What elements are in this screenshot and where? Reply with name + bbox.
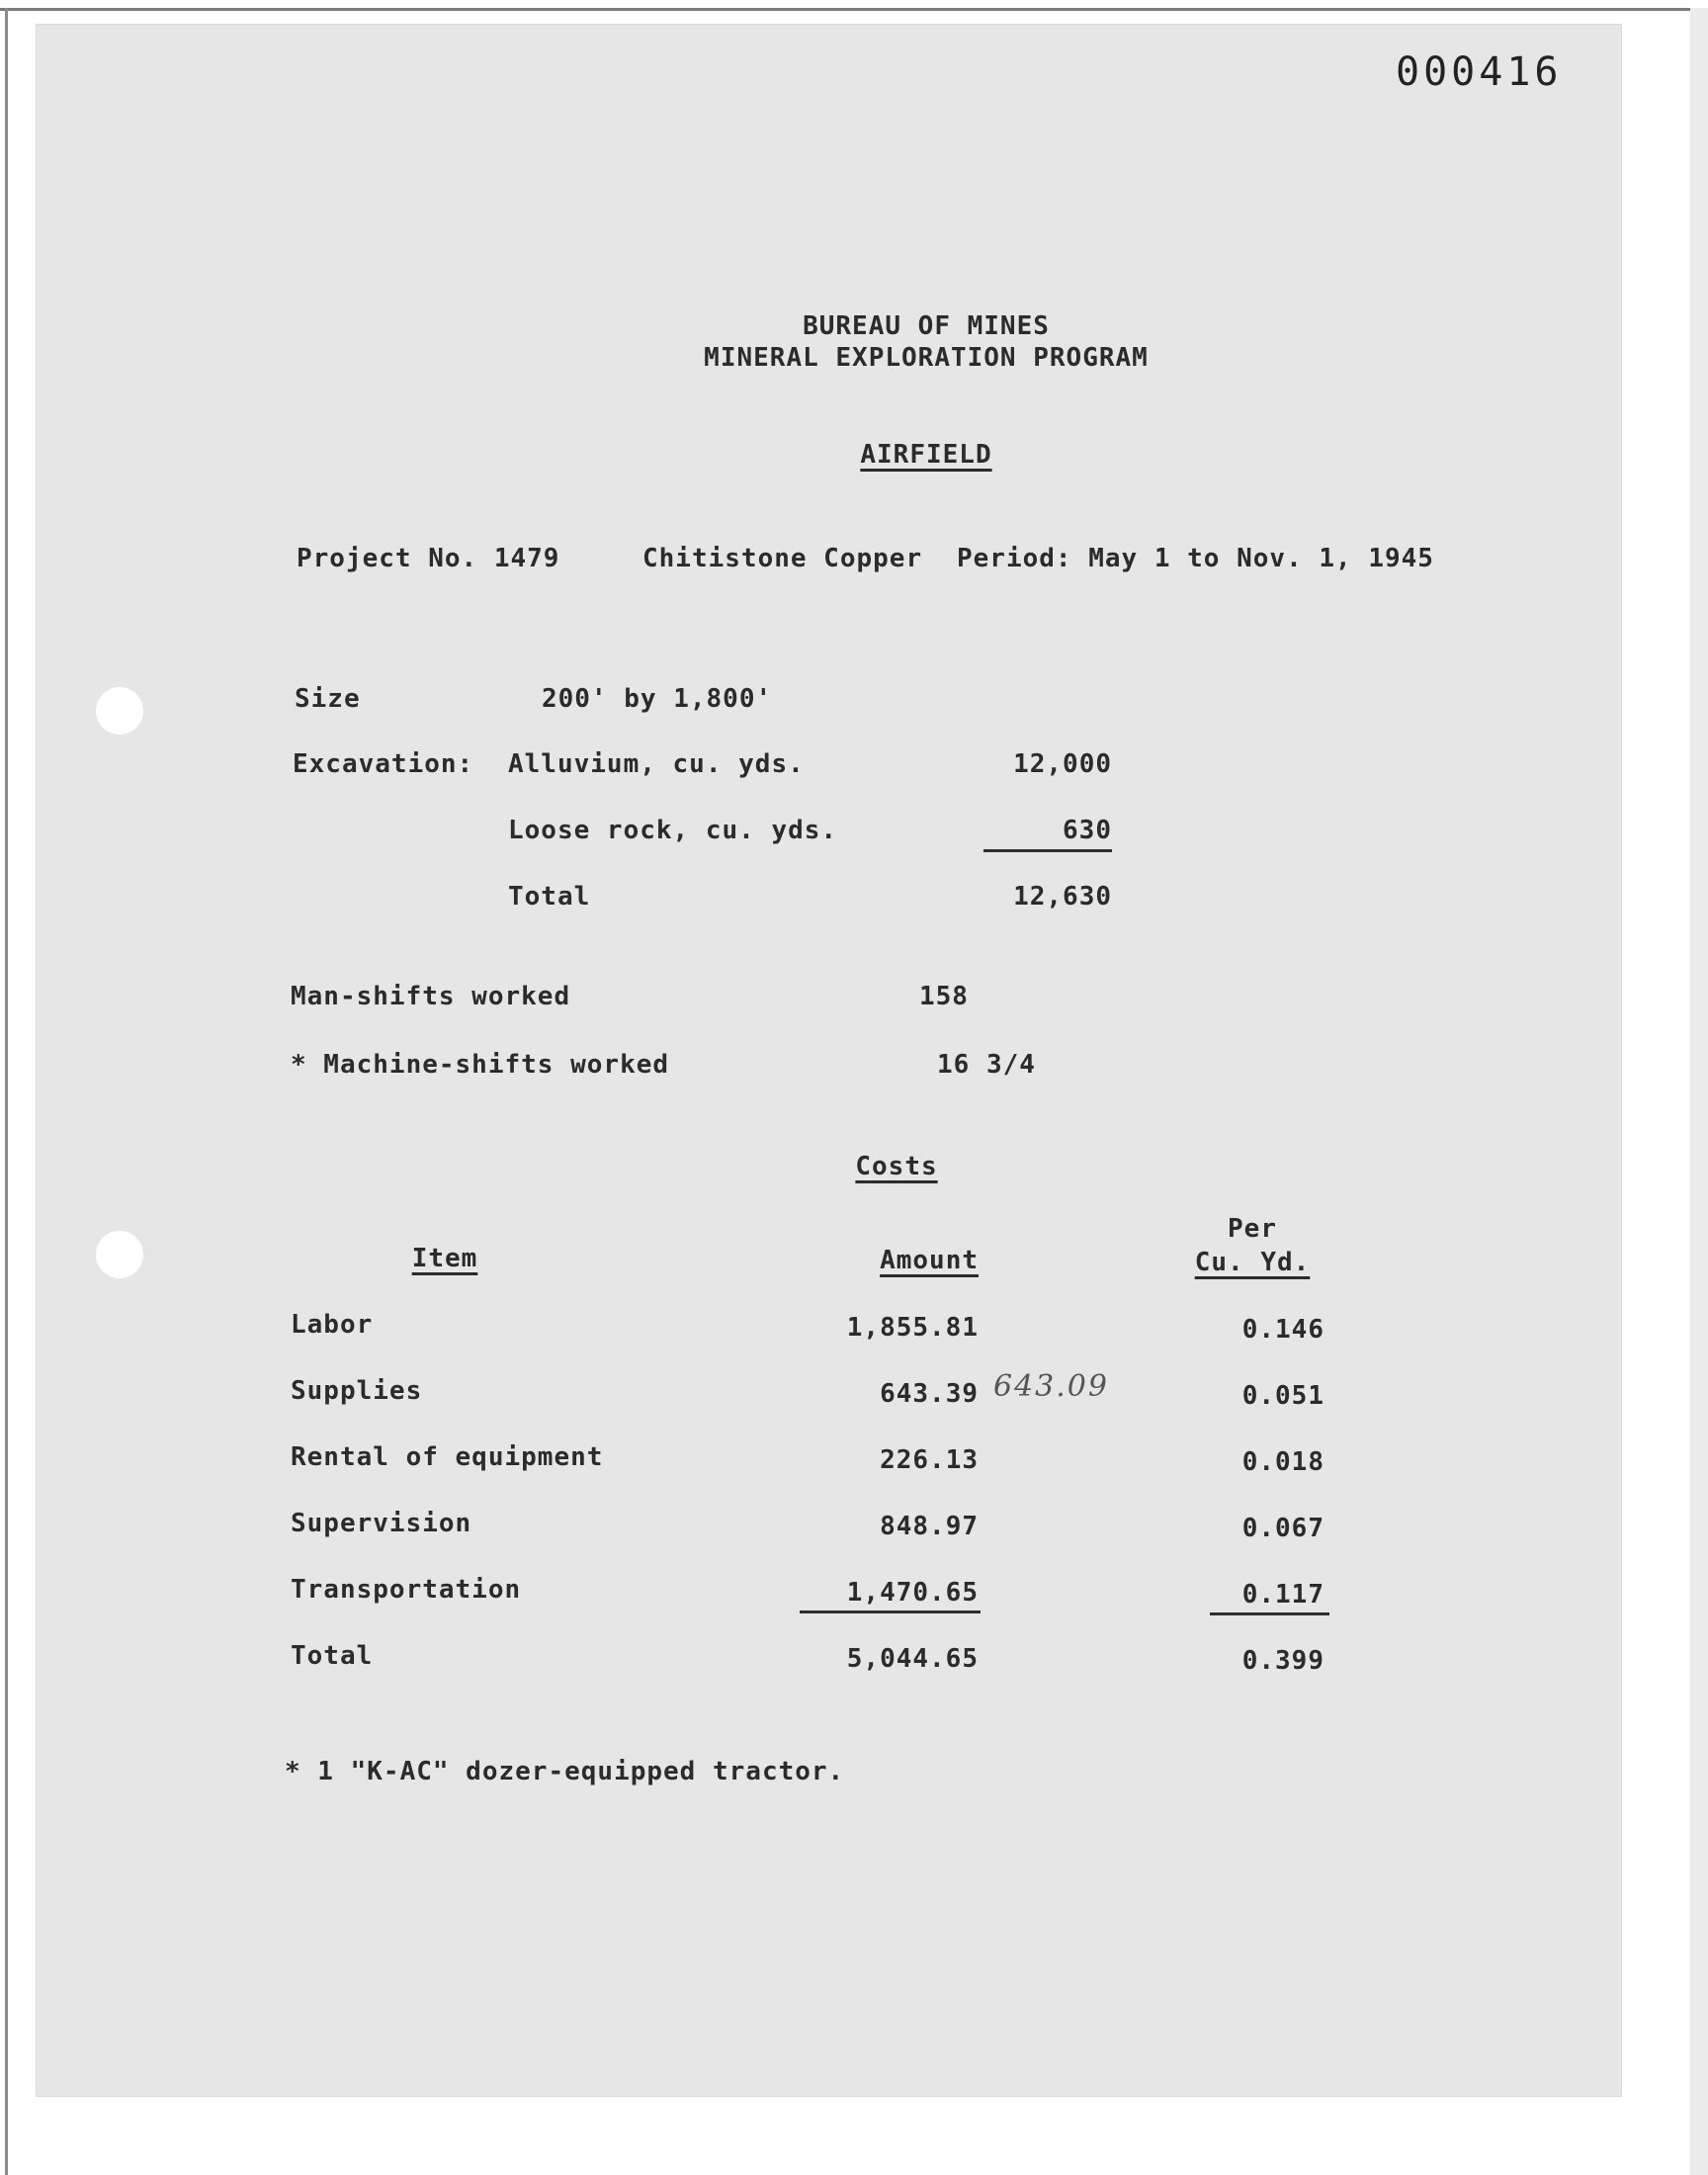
cost-item: Rental of equipment [291,1442,604,1472]
per-total-rule [1210,1612,1329,1615]
excavation-item: Loose rock, cu. yds. [508,816,838,845]
footnote: * 1 "K-AC" dozer-equipped tractor. [285,1757,845,1786]
size-value: 200' by 1,800' [542,684,773,714]
machine-shifts-label: * Machine-shifts worked [291,1050,670,1080]
punch-hole-bottom [96,1231,143,1278]
cost-amount: 643.39 [880,1379,979,1409]
cost-per-cu-yd: 0.067 [1241,1514,1324,1543]
scan-frame-right [1690,8,1708,2175]
cost-amount: 226.13 [880,1445,979,1475]
document-title: AIRFIELD [860,440,992,470]
project-period: Period: May 1 to Nov. 1, 1945 [957,544,1434,573]
man-shifts-value: 158 [919,982,969,1011]
excavation-item: Alluvium, cu. yds. [508,749,805,779]
cost-per-cu-yd: 0.018 [1241,1447,1324,1477]
size-label: Size [295,684,361,714]
cost-item: Labor [291,1310,374,1340]
cost-per-cu-yd: 0.051 [1241,1381,1324,1411]
cost-item: Supervision [291,1509,472,1538]
handwritten-correction: 643.09 [993,1369,1109,1404]
cost-item: Supplies [291,1376,423,1406]
amount-total-rule [800,1610,981,1613]
excavation-value: 630 [1063,816,1112,845]
document-page [37,25,1621,2096]
man-shifts-label: Man-shifts worked [291,982,571,1011]
excavation-total-label: Total [508,882,591,912]
cost-amount: 848.97 [880,1512,979,1541]
cost-amount: 1,855.81 [846,1313,979,1343]
cost-per-cu-yd: 0.146 [1241,1315,1324,1345]
cost-per-cu-yd: 0.117 [1241,1580,1324,1610]
agency-line: BUREAU OF MINES [803,311,1050,341]
excavation-label: Excavation: [293,749,474,779]
costs-heading: Costs [855,1152,938,1181]
cost-total-label: Total [291,1641,374,1671]
project-number: Project No. 1479 [297,544,560,573]
program-line: MINERAL EXPLORATION PROGRAM [704,343,1149,373]
column-header-amount: Amount [880,1246,979,1275]
cost-amount: 1,470.65 [846,1578,979,1608]
subtotal-rule [983,849,1112,852]
excavation-total-value: 12,630 [1013,882,1112,912]
column-header-cu-yd: Cu. Yd. [1194,1248,1311,1277]
cost-item: Transportation [291,1575,522,1605]
document-number-stamp: 000416 [1396,49,1563,95]
excavation-value: 12,000 [1013,749,1112,779]
punch-hole-top [96,687,143,735]
project-name: Chitistone Copper [642,544,923,573]
column-header-per: Per [1228,1214,1277,1244]
cost-total-per-cu-yd: 0.399 [1241,1646,1324,1676]
column-header-item: Item [411,1244,478,1273]
scan-frame-top [0,8,1708,11]
scan-frame-left [5,8,8,2175]
machine-shifts-value: 16 3/4 [937,1050,1036,1080]
cost-total-amount: 5,044.65 [846,1644,979,1674]
